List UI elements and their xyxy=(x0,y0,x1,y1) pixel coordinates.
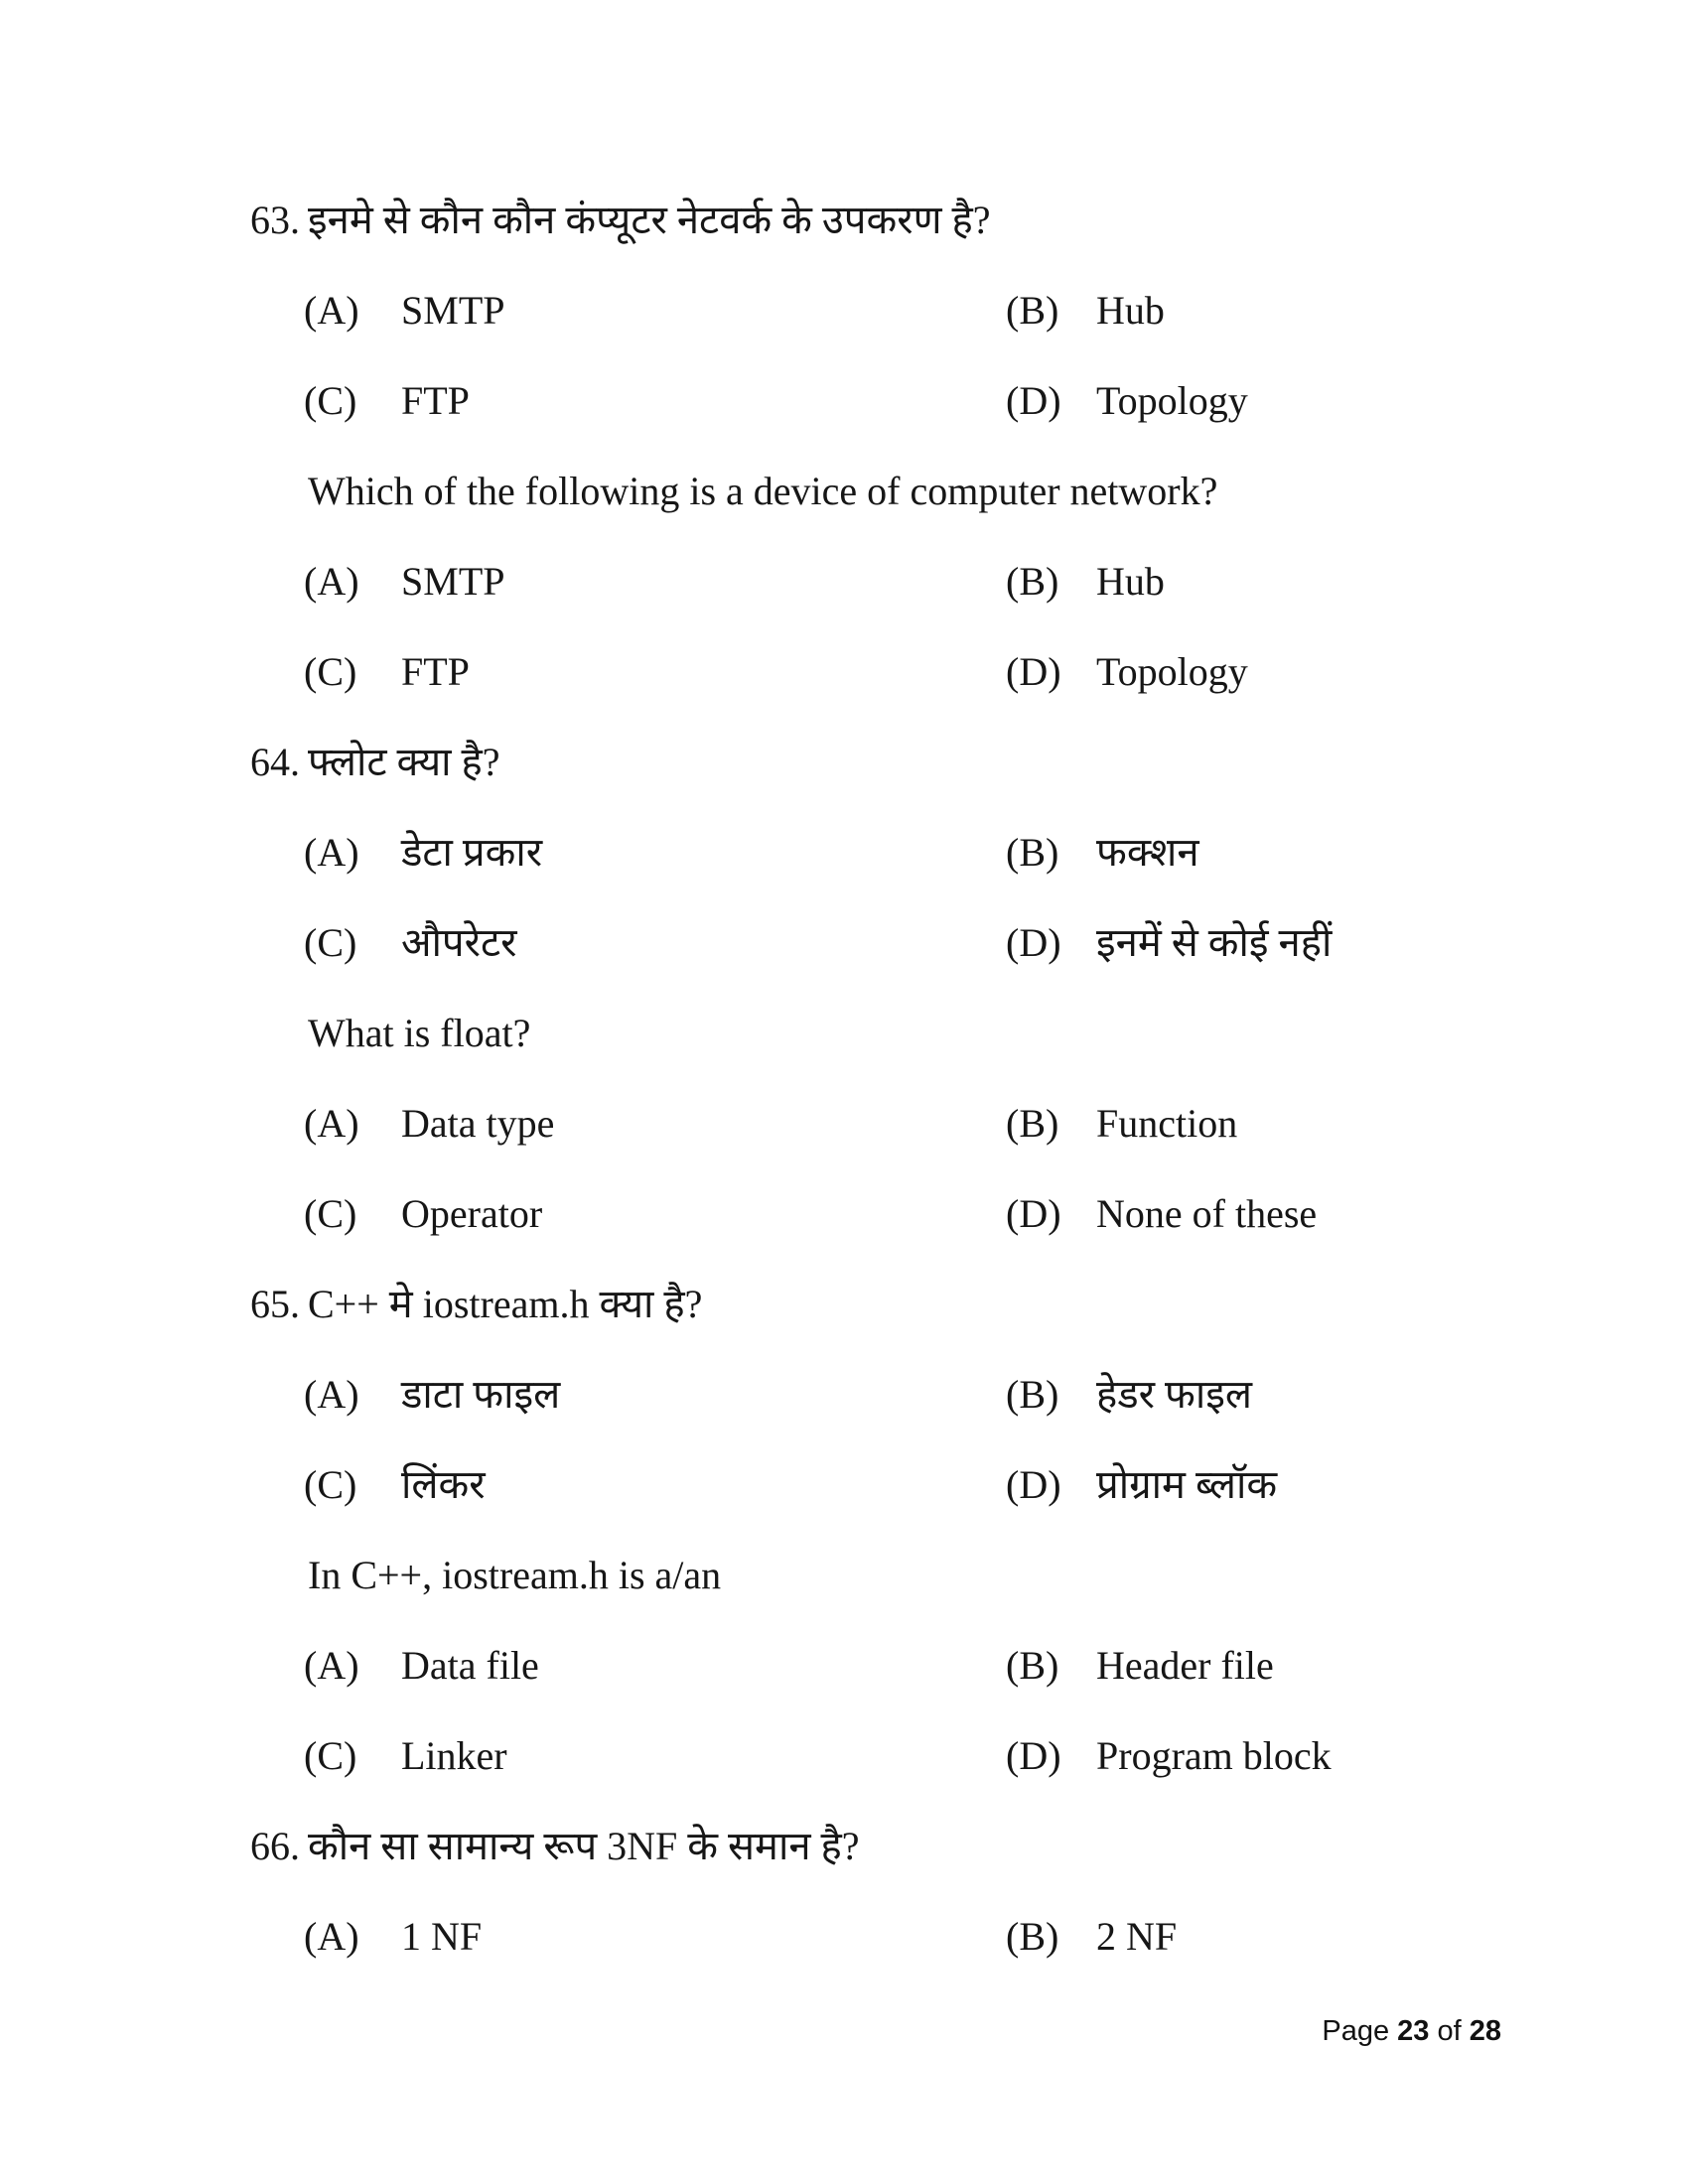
option-label: (C) xyxy=(304,649,357,694)
options-row xyxy=(0,1168,1688,1259)
subquestion-text: What is float? xyxy=(308,1011,531,1055)
option-text: Function xyxy=(1096,1101,1238,1146)
option-cell xyxy=(304,807,1006,897)
options-row xyxy=(0,1710,1688,1801)
options-row xyxy=(0,626,1688,717)
question-line xyxy=(0,1259,1688,1349)
option-cell xyxy=(1006,1078,1688,1168)
option-label: (C) xyxy=(304,378,357,423)
option-cell xyxy=(1006,1891,1688,1981)
option-label: (D) xyxy=(1006,1462,1061,1507)
option-text: Data file xyxy=(401,1643,539,1688)
subquestion-line xyxy=(0,446,1688,536)
option-label: (B) xyxy=(1006,830,1059,875)
option-cell xyxy=(304,1710,1006,1801)
options-row xyxy=(0,536,1688,626)
question-number: 64. xyxy=(250,740,300,784)
option-text: Header file xyxy=(1096,1643,1274,1688)
option-cell xyxy=(304,1349,1006,1439)
option-label: (D) xyxy=(1006,378,1061,423)
option-text: FTP xyxy=(401,649,470,694)
question-number: 65. xyxy=(250,1282,300,1326)
options-row xyxy=(0,355,1688,446)
option-text: Linker xyxy=(401,1733,507,1778)
option-cell xyxy=(304,536,1006,626)
options-row xyxy=(0,807,1688,897)
question-number: 66. xyxy=(250,1824,300,1868)
option-label: (D) xyxy=(1006,649,1061,694)
question-text: फ्लोट क्या है? xyxy=(308,740,500,784)
option-cell xyxy=(1006,1710,1688,1801)
option-label: (C) xyxy=(304,1733,357,1778)
option-label: (A) xyxy=(304,1643,359,1688)
question-line xyxy=(0,175,1688,265)
subquestion-line xyxy=(0,988,1688,1078)
option-text: SMTP xyxy=(401,559,505,604)
option-cell xyxy=(304,1620,1006,1710)
option-text: 2 NF xyxy=(1096,1914,1178,1959)
option-cell xyxy=(1006,626,1688,717)
question-text: C++ मे iostream.h क्या है? xyxy=(308,1282,703,1326)
option-label: (C) xyxy=(304,1462,357,1507)
option-cell xyxy=(304,1891,1006,1981)
option-text: SMTP xyxy=(401,288,505,333)
option-text: Topology xyxy=(1096,649,1248,694)
option-text: Operator xyxy=(401,1191,543,1236)
option-text: Data type xyxy=(401,1101,555,1146)
option-text: Hub xyxy=(1096,288,1165,333)
option-cell xyxy=(1006,536,1688,626)
option-text: 1 NF xyxy=(401,1914,483,1959)
option-label: (B) xyxy=(1006,1914,1059,1959)
option-label: (B) xyxy=(1006,1372,1059,1417)
option-cell xyxy=(304,626,1006,717)
option-cell xyxy=(304,265,1006,355)
option-text: डेटा प्रकार xyxy=(401,830,543,875)
options-row xyxy=(0,1891,1688,1981)
options-row xyxy=(0,1620,1688,1710)
option-label: (A) xyxy=(304,1101,359,1146)
options-row xyxy=(0,897,1688,988)
question-line xyxy=(0,1801,1688,1891)
option-label: (C) xyxy=(304,920,357,965)
option-text: Topology xyxy=(1096,378,1248,423)
option-label: (A) xyxy=(304,1914,359,1959)
option-label: (D) xyxy=(1006,920,1061,965)
question-line xyxy=(0,717,1688,807)
option-label: (D) xyxy=(1006,1733,1061,1778)
option-label: (B) xyxy=(1006,1643,1059,1688)
option-cell xyxy=(1006,897,1688,988)
option-label: (C) xyxy=(304,1191,357,1236)
option-text: फक्शन xyxy=(1096,830,1199,875)
footer-page-word: Page xyxy=(1322,2015,1390,2047)
option-label: (B) xyxy=(1006,559,1059,604)
option-text: लिंकर xyxy=(401,1462,486,1507)
option-cell xyxy=(1006,1439,1688,1530)
option-cell xyxy=(304,1078,1006,1168)
footer-of-word: of xyxy=(1437,2015,1462,2047)
subquestion-text: Which of the following is a device of computer network? xyxy=(308,469,1218,513)
option-cell xyxy=(1006,1168,1688,1259)
question-list xyxy=(0,175,1688,1981)
option-text: Hub xyxy=(1096,559,1165,604)
option-text: प्रोग्राम ब्लॉक xyxy=(1096,1462,1278,1507)
option-cell xyxy=(1006,807,1688,897)
footer-page-number: 23 xyxy=(1397,2015,1430,2047)
option-text: औपरेटर xyxy=(401,920,517,965)
question-text: कौन सा सामान्य रूप 3NF के समान है? xyxy=(308,1824,860,1868)
option-text: FTP xyxy=(401,378,470,423)
question-text: इनमे से कौन कौन कंप्यूटर नेटवर्क के उपकरण है? xyxy=(308,198,991,242)
option-label: (B) xyxy=(1006,288,1059,333)
option-cell xyxy=(304,1168,1006,1259)
option-text: हेडर फाइल xyxy=(1096,1372,1252,1417)
option-label: (D) xyxy=(1006,1191,1061,1236)
subquestion-text: In C++, iostream.h is a/an xyxy=(308,1553,722,1597)
options-row xyxy=(0,1439,1688,1530)
option-label: (A) xyxy=(304,830,359,875)
footer-total-pages: 28 xyxy=(1469,2015,1501,2047)
question-number: 63. xyxy=(250,198,300,242)
option-cell xyxy=(1006,355,1688,446)
option-text: Program block xyxy=(1096,1733,1332,1778)
option-cell xyxy=(304,1439,1006,1530)
option-cell xyxy=(304,355,1006,446)
option-text: None of these xyxy=(1096,1191,1318,1236)
options-row xyxy=(0,1078,1688,1168)
option-text: इनमें से कोई नहीं xyxy=(1096,920,1333,965)
option-label: (A) xyxy=(304,288,359,333)
subquestion-line xyxy=(0,1530,1688,1620)
option-label: (A) xyxy=(304,559,359,604)
options-row xyxy=(0,1349,1688,1439)
option-label: (B) xyxy=(1006,1101,1059,1146)
option-text: डाटा फाइल xyxy=(401,1372,561,1417)
option-label: (A) xyxy=(304,1372,359,1417)
option-cell xyxy=(1006,265,1688,355)
option-cell xyxy=(1006,1620,1688,1710)
page-footer xyxy=(0,2013,1501,2049)
option-cell xyxy=(304,897,1006,988)
option-cell xyxy=(1006,1349,1688,1439)
options-row xyxy=(0,265,1688,355)
